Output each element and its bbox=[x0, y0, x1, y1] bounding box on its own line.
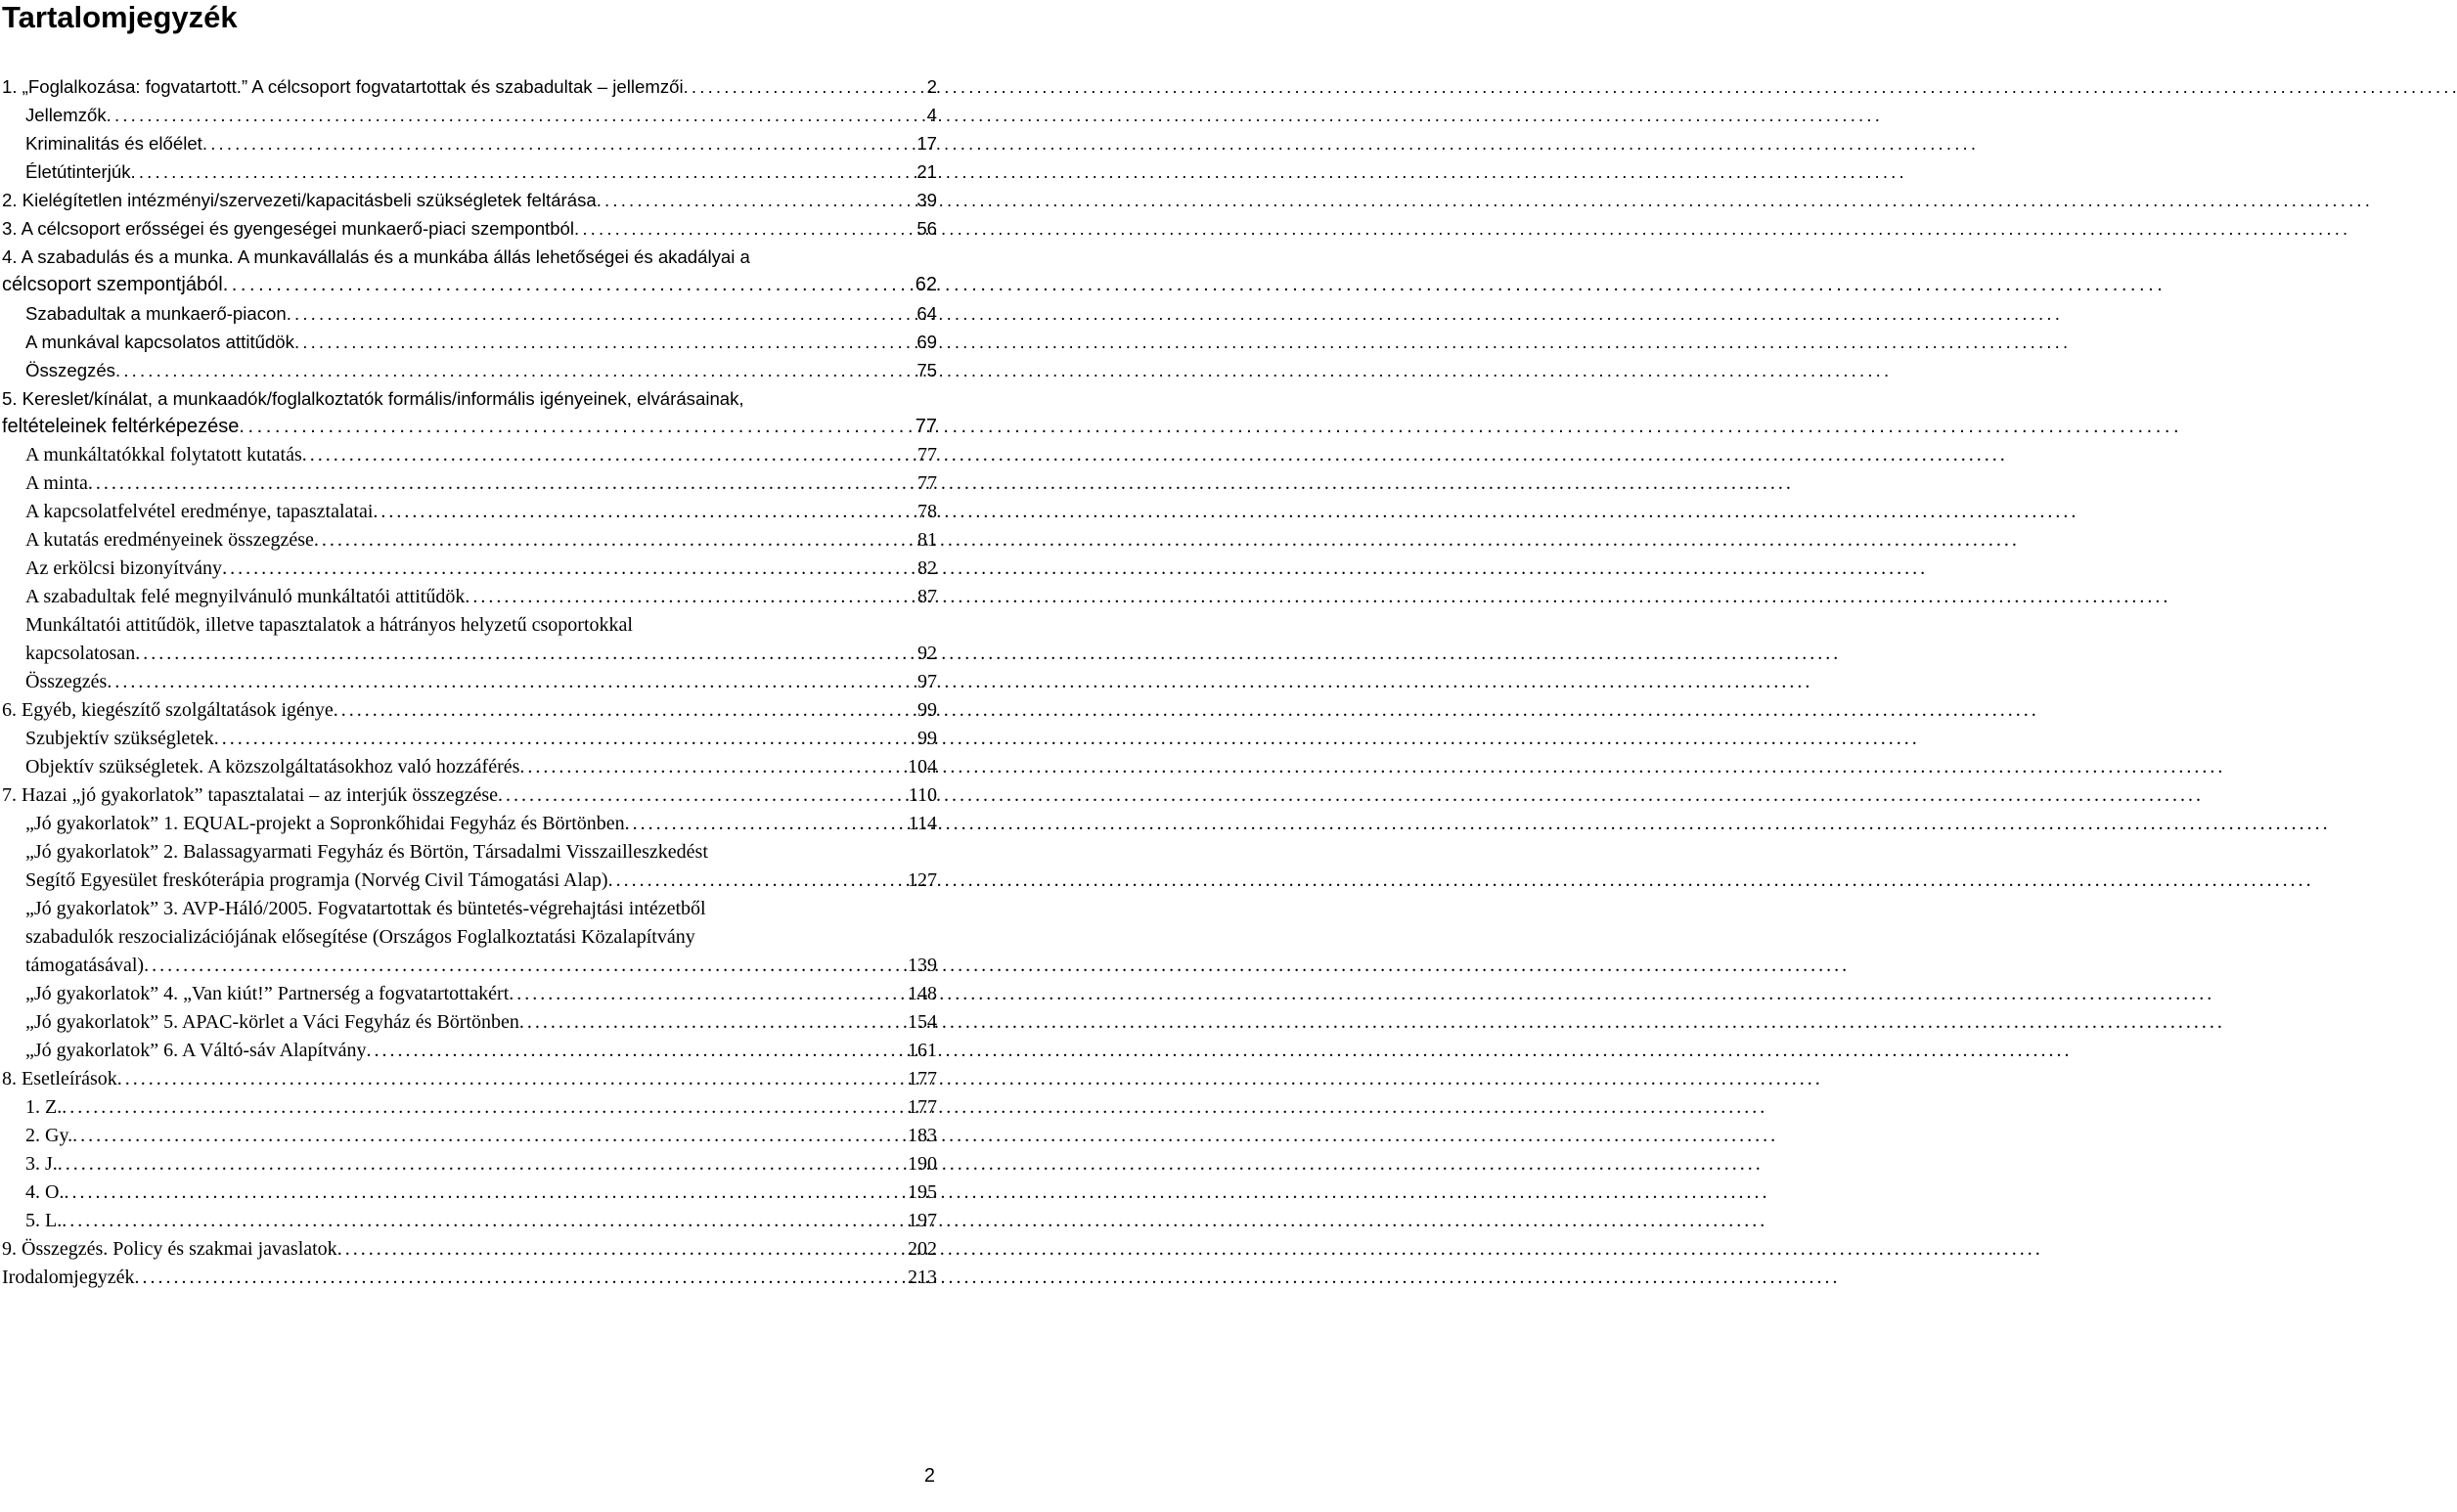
toc-entry-page: 75 bbox=[916, 360, 937, 380]
toc-entry-page: 183 bbox=[908, 1125, 937, 1146]
toc-entry-page: 104 bbox=[908, 756, 937, 778]
toc-entry[interactable] bbox=[0, 469, 939, 498]
toc-entry[interactable] bbox=[0, 1065, 939, 1093]
toc-leader-dots bbox=[117, 1065, 906, 1093]
toc-leader-dots bbox=[239, 413, 913, 441]
toc-leader-dots bbox=[72, 1122, 906, 1150]
toc-entry[interactable] bbox=[0, 498, 939, 526]
toc-leader-dots bbox=[287, 299, 916, 328]
toc-entry-title: „Jó gyakorlatok” 5. APAC-körlet a Váci Fegyház és Börtönben bbox=[25, 1011, 519, 1033]
toc-leader-dots bbox=[574, 214, 915, 243]
toc-leader-dots bbox=[625, 810, 907, 838]
toc-entry-page: 2 bbox=[926, 76, 937, 97]
toc-entry[interactable] bbox=[0, 980, 939, 1008]
toc-entry-title: 2. Gy. bbox=[25, 1125, 73, 1146]
toc-entry-title: Összegzés bbox=[25, 671, 108, 692]
toc-entry[interactable] bbox=[0, 1093, 939, 1122]
toc-entry-page: 69 bbox=[916, 332, 937, 352]
toc-entry-title: A kapcsolatfelvétel eredménye, tapasztalatai bbox=[25, 501, 374, 522]
toc-entry-page: 56 bbox=[916, 218, 937, 239]
toc-entry-title: 3. J. bbox=[25, 1153, 58, 1175]
toc-entry-title: 6. Egyéb, kiegészítő szolgáltatások igénye bbox=[2, 699, 334, 721]
toc-entry[interactable] bbox=[0, 1037, 939, 1065]
toc-entry-title: „Jó gyakorlatok” 6. A Váltó-sáv Alapítvány bbox=[25, 1040, 367, 1061]
toc-entry-page: 195 bbox=[908, 1181, 937, 1203]
toc-leader-dots bbox=[202, 129, 915, 157]
toc-leader-dots bbox=[88, 469, 916, 498]
toc-entry[interactable] bbox=[0, 1178, 939, 1207]
toc-leader-dots bbox=[131, 157, 916, 186]
toc-entry-page: 81 bbox=[917, 529, 937, 551]
toc-entry[interactable] bbox=[0, 1264, 939, 1292]
toc-entry[interactable] bbox=[0, 1207, 939, 1235]
toc-leader-dots bbox=[294, 328, 915, 356]
toc-entry-page: 87 bbox=[917, 586, 937, 607]
toc-entry-page: 62 bbox=[915, 274, 937, 295]
toc-leader-dots bbox=[115, 356, 915, 384]
toc-leader-dots bbox=[135, 1264, 907, 1292]
toc-entry-title-line: feltételeinek feltérképezése bbox=[2, 416, 240, 437]
toc-leader-dots bbox=[314, 526, 916, 555]
toc-entry-title: Szabadultak a munkaerő-piacon bbox=[25, 303, 287, 324]
toc-entry[interactable] bbox=[0, 555, 939, 583]
toc-entry-title: 9. Összegzés. Policy és szakmai javaslatok bbox=[2, 1238, 337, 1260]
toc-leader-dots bbox=[597, 186, 916, 214]
toc-entry-page: 21 bbox=[916, 161, 937, 182]
toc-entry-page: 77 bbox=[917, 472, 937, 494]
toc-entry-title-line: kapcsolatosan bbox=[25, 643, 136, 664]
toc-entry[interactable] bbox=[0, 243, 939, 299]
toc-entry-title-line: célcsoport szempontjából bbox=[2, 274, 223, 295]
toc-entry[interactable] bbox=[0, 186, 939, 214]
toc-leader-dots bbox=[214, 725, 916, 753]
toc-leader-dots bbox=[144, 952, 906, 980]
toc-entry-title-line: Munkáltatói attitűdök, illetve tapasztalatok a hátrányos helyzetű csoportokkal bbox=[25, 614, 633, 636]
toc-entry-title: 8. Esetleírások bbox=[2, 1068, 117, 1090]
toc-leader-dots bbox=[373, 498, 916, 526]
toc-entry-title: Összegzés bbox=[25, 360, 115, 380]
toc-entry[interactable] bbox=[0, 810, 939, 838]
toc-entry-page: 82 bbox=[917, 557, 937, 579]
toc-entry[interactable] bbox=[0, 129, 939, 157]
toc-leader-dots bbox=[222, 555, 916, 583]
toc-entry-page: 202 bbox=[908, 1238, 937, 1260]
toc-entry-title-line: „Jó gyakorlatok” 3. AVP-Háló/2005. Fogvatartottak és büntetés-végrehajtási intézetből bbox=[25, 898, 706, 919]
toc-leader-dots bbox=[498, 781, 907, 810]
toc-entry-title: 2. Kielégítetlen intézményi/szervezeti/kapacitásbeli szükségletek feltárása bbox=[2, 190, 597, 210]
toc-entry[interactable] bbox=[0, 72, 939, 101]
toc-leader-dots bbox=[684, 72, 925, 101]
toc-entry[interactable] bbox=[0, 838, 939, 895]
toc-entry-page: 127 bbox=[908, 869, 937, 891]
toc-entry-title-line: támogatásával) bbox=[25, 955, 145, 976]
toc-leader-dots bbox=[62, 1093, 906, 1122]
toc-entry-title: 1. „Foglalkozása: fogvatartott.” A célcsoport fogvatartottak és szabadultak – jellemzői bbox=[2, 76, 684, 97]
toc-entry-title: Jellemzők bbox=[25, 105, 107, 125]
toc-entry[interactable] bbox=[0, 356, 939, 384]
toc-entry[interactable] bbox=[0, 1235, 939, 1264]
page-number: 2 bbox=[923, 1465, 935, 1487]
toc-leader-dots bbox=[107, 101, 925, 129]
toc-entry-title: A munkáltatókkal folytatott kutatás bbox=[25, 444, 302, 466]
toc-entry[interactable] bbox=[0, 299, 939, 328]
toc-leader-dots bbox=[465, 583, 916, 611]
toc-entry-page: 92 bbox=[917, 643, 937, 664]
toc-entry-page: 177 bbox=[908, 1068, 937, 1090]
toc-leader-dots bbox=[302, 441, 916, 469]
toc-entry-page: 154 bbox=[908, 1011, 937, 1033]
toc-entry-page: 177 bbox=[908, 1096, 937, 1118]
toc-entry[interactable] bbox=[0, 895, 939, 980]
toc-entry[interactable] bbox=[0, 328, 939, 356]
toc-entry-title: Az erkölcsi bizonyítvány bbox=[25, 557, 223, 579]
toc-entry-page: 197 bbox=[908, 1210, 937, 1231]
toc-leader-dots bbox=[58, 1150, 906, 1178]
toc-entry[interactable] bbox=[0, 1122, 939, 1150]
toc-entry-title-line: „Jó gyakorlatok” 2. Balassagyarmati Fegyház és Börtön, Társadalmi Visszailleszkedést bbox=[25, 841, 708, 863]
toc-leader-dots bbox=[519, 753, 906, 781]
toc-entry-title: „Jó gyakorlatok” 4. „Van kiút!” Partnerség a fogvatartottakért bbox=[25, 983, 510, 1004]
toc-entry[interactable] bbox=[0, 668, 939, 696]
toc-entry-title: 5. L. bbox=[25, 1210, 63, 1231]
toc-leader-dots bbox=[337, 1235, 906, 1264]
table-of-contents bbox=[0, 72, 939, 1292]
toc-leader-dots bbox=[223, 271, 914, 299]
toc-leader-dots bbox=[608, 867, 906, 895]
toc-entry[interactable] bbox=[0, 1150, 939, 1178]
toc-entry-page: 77 bbox=[915, 416, 937, 437]
toc-leader-dots bbox=[107, 668, 916, 696]
toc-leader-dots bbox=[334, 696, 916, 725]
toc-entry-page: 114 bbox=[908, 813, 937, 834]
toc-entry[interactable] bbox=[0, 526, 939, 555]
toc-entry[interactable] bbox=[0, 214, 939, 243]
toc-entry-page: 39 bbox=[916, 190, 937, 210]
toc-entry-page: 78 bbox=[917, 501, 937, 522]
toc-entry[interactable] bbox=[0, 1008, 939, 1037]
toc-entry-title-line: Segítő Egyesület freskóterápia programja (Norvég Civil Támogatási Alap) bbox=[25, 869, 608, 891]
toc-entry-page: 213 bbox=[908, 1267, 937, 1288]
toc-entry-title: Irodalomjegyzék bbox=[2, 1267, 135, 1288]
toc-entry-title: 3. A célcsoport erősségei és gyengeségei munkaerő-piaci szempontból bbox=[2, 218, 575, 239]
toc-leader-dots bbox=[62, 1207, 906, 1235]
toc-entry-page: 99 bbox=[917, 699, 937, 721]
toc-entry[interactable] bbox=[0, 781, 939, 810]
toc-entry-title: A kutatás eredményeinek összegzése bbox=[25, 529, 314, 551]
toc-entry[interactable] bbox=[0, 611, 939, 668]
toc-entry-title-line: 5. Kereslet/kínálat, a munkaadók/foglalkoztatók formális/informális igényeinek, elvárásainak, bbox=[2, 388, 744, 409]
toc-leader-dots bbox=[509, 980, 906, 1008]
toc-entry-page: 17 bbox=[916, 133, 937, 154]
toc-entry-title: A munkával kapcsolatos attitűdök bbox=[25, 332, 294, 352]
toc-entry-page: 77 bbox=[917, 444, 937, 466]
toc-entry-title-line: szabadulók reszocializációjának elősegítése (Országos Foglalkoztatási Közalapítvány bbox=[25, 926, 695, 948]
toc-leader-dots bbox=[135, 640, 916, 668]
page-title: Tartalomjegyzék bbox=[2, 0, 238, 34]
toc-entry-page: 97 bbox=[917, 671, 937, 692]
toc-entry[interactable] bbox=[0, 157, 939, 186]
toc-entry-title: „Jó gyakorlatok” 1. EQUAL-projekt a Sopronkőhidai Fegyház és Börtönben bbox=[25, 813, 625, 834]
toc-entry-title: 1. Z. bbox=[25, 1096, 63, 1118]
toc-entry-page: 139 bbox=[908, 955, 937, 976]
toc-entry-title: A szabadultak felé megnyilvánuló munkáltatói attitűdök bbox=[25, 586, 466, 607]
toc-entry-page: 161 bbox=[908, 1040, 937, 1061]
toc-entry-page: 64 bbox=[916, 303, 937, 324]
toc-entry-title: 7. Hazai „jó gyakorlatok” tapasztalatai – az interjúk összegzése bbox=[2, 784, 498, 806]
toc-entry-title: A minta bbox=[25, 472, 88, 494]
toc-leader-dots bbox=[519, 1008, 906, 1037]
toc-entry-page: 148 bbox=[908, 983, 937, 1004]
toc-entry-title: Életútinterjúk bbox=[25, 161, 131, 182]
toc-entry[interactable] bbox=[0, 441, 939, 469]
toc-entry-page: 4 bbox=[926, 105, 937, 125]
toc-entry-page: 99 bbox=[917, 728, 937, 749]
toc-leader-dots bbox=[366, 1037, 906, 1065]
toc-entry-page: 110 bbox=[908, 784, 937, 806]
toc-entry-page: 190 bbox=[908, 1153, 937, 1175]
toc-entry[interactable] bbox=[0, 384, 939, 441]
toc-entry-title: Szubjektív szükségletek bbox=[25, 728, 214, 749]
toc-entry[interactable] bbox=[0, 696, 939, 725]
toc-entry-title: Kriminalitás és előélet bbox=[25, 133, 202, 154]
toc-entry-title: Objektív szükségletek. A közszolgáltatásokhoz való hozzáférés bbox=[25, 756, 520, 778]
toc-leader-dots bbox=[64, 1178, 906, 1207]
toc-entry[interactable] bbox=[0, 583, 939, 611]
toc-entry-title-line: 4. A szabadulás és a munka. A munkavállalás és a munkába állás lehetőségei és akadályai a bbox=[2, 246, 750, 267]
toc-entry[interactable] bbox=[0, 101, 939, 129]
toc-entry[interactable] bbox=[0, 725, 939, 753]
toc-entry-title: 4. O. bbox=[25, 1181, 65, 1203]
toc-entry[interactable] bbox=[0, 753, 939, 781]
